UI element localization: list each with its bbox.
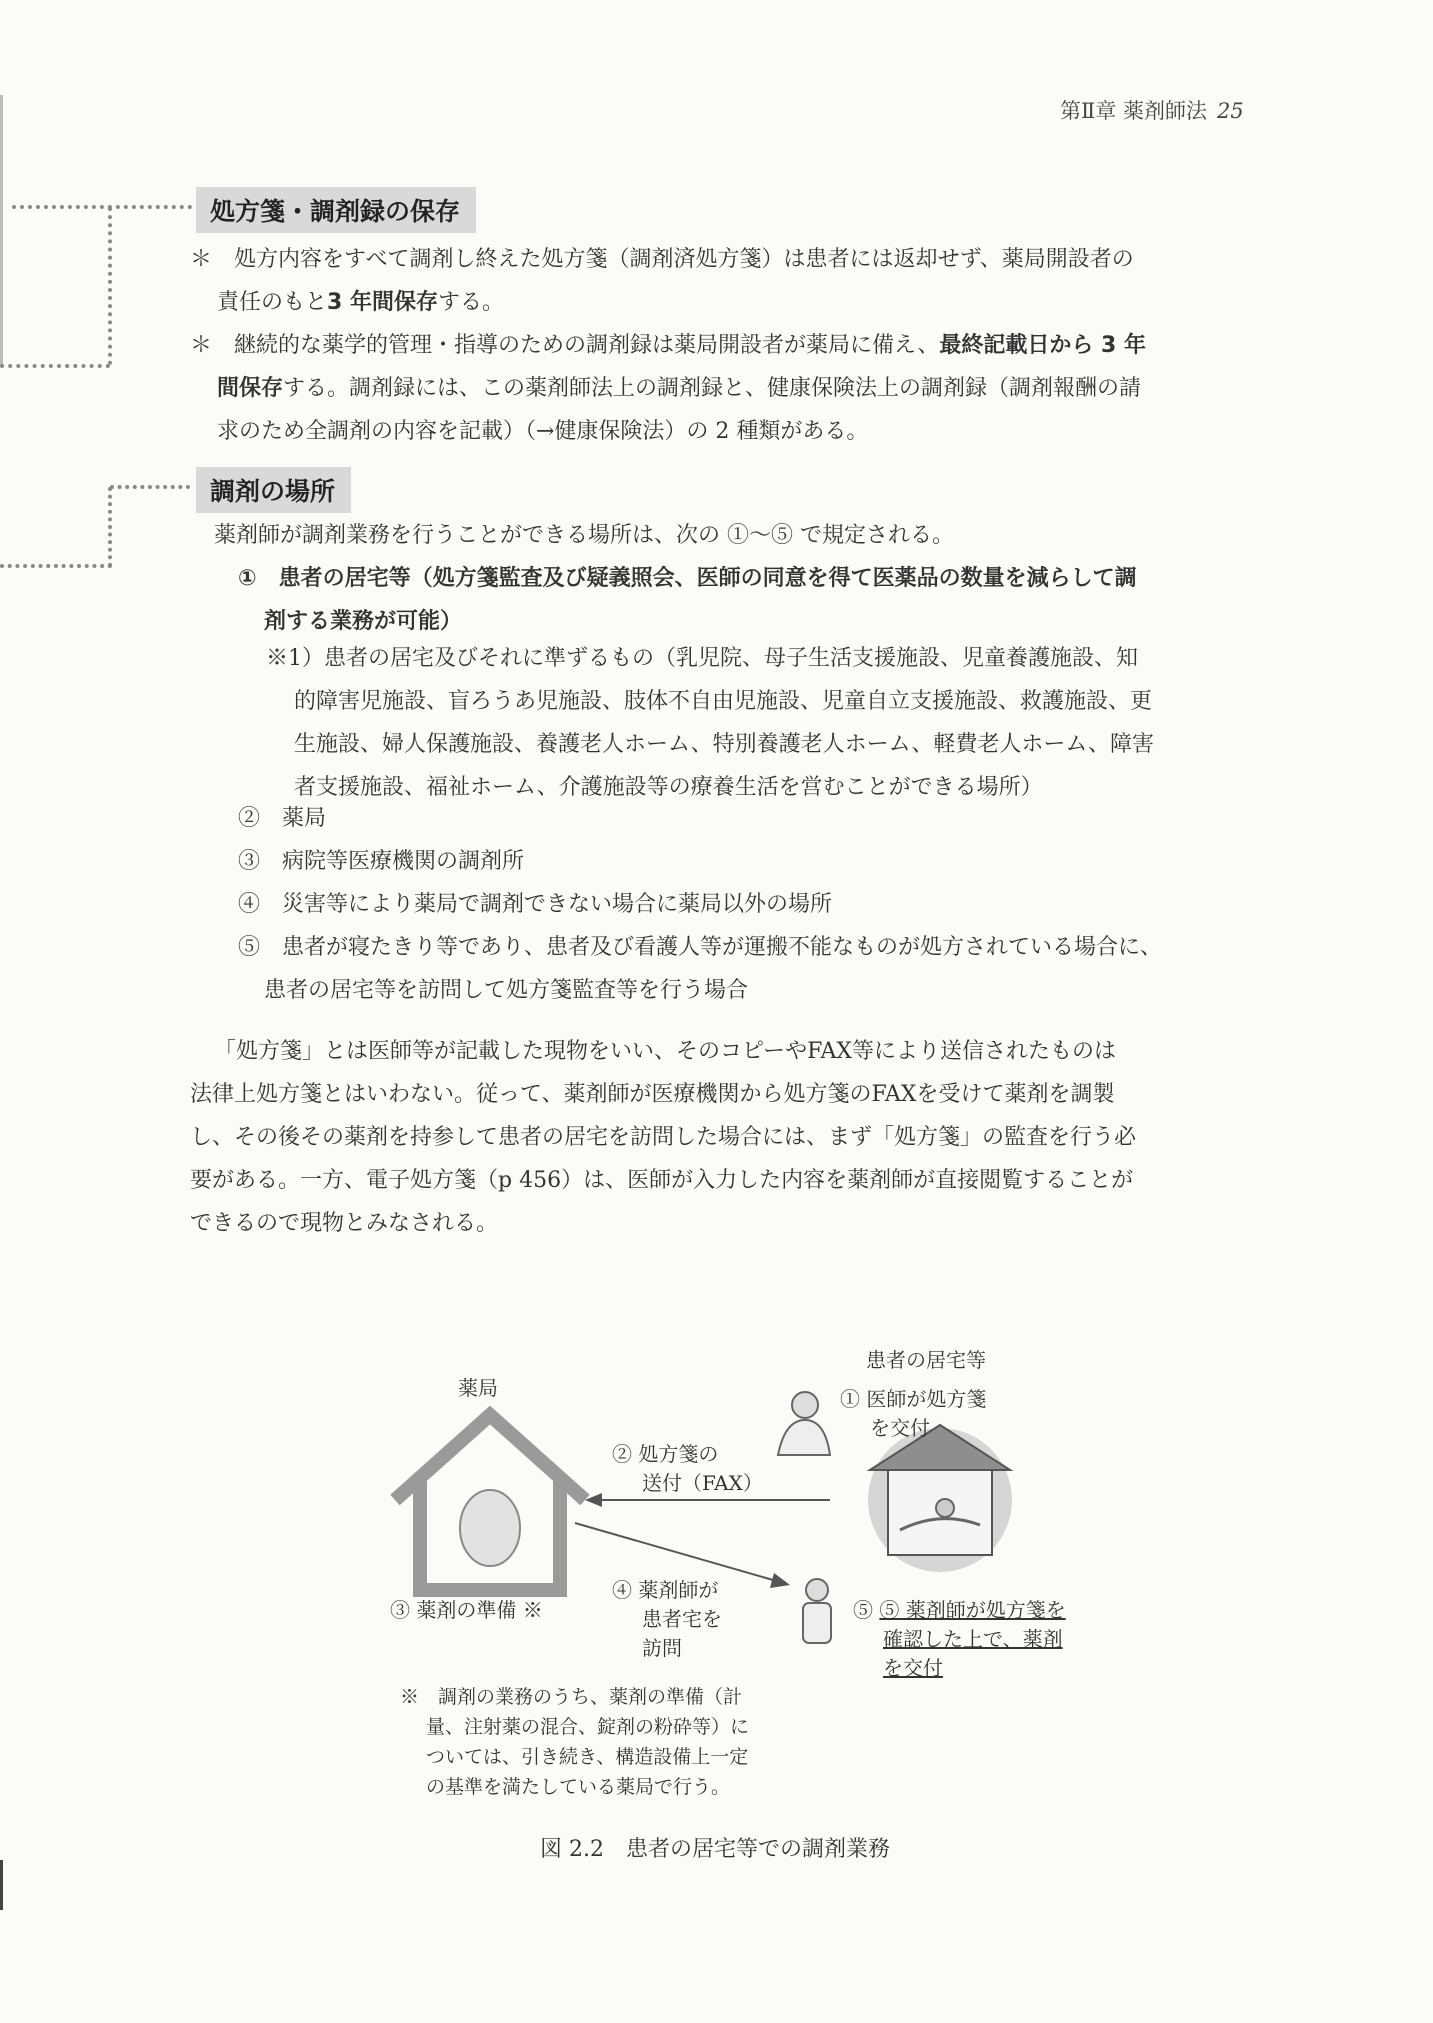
dotted-connector (108, 207, 112, 365)
margin-mark (0, 1860, 3, 1910)
running-header (1060, 95, 1244, 125)
section2-body (214, 514, 1324, 557)
section-title-place: 調剤の場所 (196, 467, 351, 513)
dotted-connector (12, 205, 192, 209)
item1-line2: 責任のもと3 年間保存する。 (217, 290, 504, 315)
place-item-5-line1: ⑤ 患者が寝たきり等であり、患者及び看護人等が運搬不能なものが処方されている場合に、 (238, 935, 1163, 960)
item2-line3: 求のため全調剤の内容を記載）（→健康保険法）の 2 種類がある。 (217, 419, 869, 444)
dotted-connector (110, 485, 190, 489)
figure-note: ※ 調剤の業務のうち、薬剤の準備（計 量、注射薬の混合、錠剤の粉砕等）に ついては、引き続き、構造設備上一定 の基準を満たしている薬局で行う。 (400, 1686, 750, 1798)
section2-intro: 薬剤師が調剤業務を行うことができる場所は、次の ①～⑤ で規定される。 (214, 523, 954, 548)
step3-label: ③ 薬剤の準備 ※ (390, 1598, 543, 1622)
place-note: ※1）患者の居宅及びそれに準ずるもの（乳児院、母子生活支援施設、児童養護施設、知 的障害児施設、盲ろうあ児施設、肢体不自由児施設、児童自立支援施設、救護施設、更 生施設、婦人保護施設、養護老人ホーム、特別養護老人ホーム、軽費老人ホーム、障害 者支援施設、福祉ホーム、介護施設等の療養生活を営むことができる場所） (266, 646, 1154, 800)
place-item-4: ④ 災害等により薬局で調剤できない場合に薬局以外の場所 (238, 892, 833, 917)
place-item-5-line2: 患者の居宅等を訪問して処方箋監査等を行う場合 (264, 978, 749, 1003)
step2-label: ② 処方箋の 送付（FAX） (612, 1442, 763, 1495)
place-items-rest (238, 797, 1162, 1012)
figure-caption: 図 2.2 患者の居宅等での調剤業務 (540, 1837, 890, 1862)
patient-home-icon (868, 1425, 1012, 1572)
place-item-3: ③ 病院等医療機関の調剤所 (238, 849, 525, 874)
pharmacy-house-icon (395, 1415, 585, 1590)
pharmacist-icon (460, 1490, 520, 1566)
place-item-2: ② 薬局 (238, 806, 327, 831)
margin-mark (0, 95, 3, 365)
step1-label: ① 医師が処方箋 を交付 (840, 1387, 987, 1440)
section1-body (190, 238, 1300, 453)
doctor-icon (778, 1392, 830, 1455)
chapter-title: 第Ⅱ章 薬剤師法 (1060, 99, 1207, 123)
visit-arrow (575, 1523, 780, 1582)
item1-line1: ＊ 処方内容をすべて調剤し終えた処方箋（調剤済処方箋）は患者には返却せず、薬局開設者の (190, 247, 1134, 272)
dotted-connector (108, 487, 112, 567)
patient-icon (936, 1499, 954, 1517)
step4-label: ④ 薬剤師が 患者宅を 訪問 (612, 1578, 722, 1660)
step5-label: ⑤ ⑤ 薬剤師が処方箋を 確認した上で、薬剤 を交付 (853, 1598, 1066, 1680)
visiting-pharmacist-icon (803, 1579, 831, 1643)
dotted-connector (0, 564, 112, 568)
place-item-1: ① 患者の居宅等（処方箋監査及び疑義照会、医師の同意を得て医薬品の数量を減らして調 剤する業務が可能） (238, 566, 1137, 634)
home-label: 患者の居宅等 (866, 1348, 986, 1372)
section-title-storage: 処方箋・調剤録の保存 (196, 187, 476, 233)
pharmacy-label: 薬局 (458, 1376, 498, 1400)
page-number: 25 (1216, 99, 1244, 123)
item2-line1: ＊ 継続的な薬学的管理・指導のための調剤録は薬局開設者が薬局に備え、最終記載日から 3 年 (190, 333, 1146, 358)
item2-line2: 間保存する。調剤録には、この薬剤師法上の調剤録と、健康保険法上の調剤録（調剤報酬の請 (217, 376, 1142, 401)
explanation-paragraph: 「処方箋」とは医師等が記載した現物をいい、そのコピーやFAX等により送信されたものは 法律上処方箋とはいわない。従って、薬剤師が医療機関から処方箋のFAXを受けて薬剤を調製 し、その後その薬剤を持参して患者の居宅を訪問した場合には、まず「処方箋」の監査を行う必 要がある。一方、電子処方箋（p 456）は、医師が入力した内容を薬剤師が直接閲覧することが できるので現物とみなされる。 (190, 1039, 1137, 1236)
dotted-connector (0, 364, 110, 368)
